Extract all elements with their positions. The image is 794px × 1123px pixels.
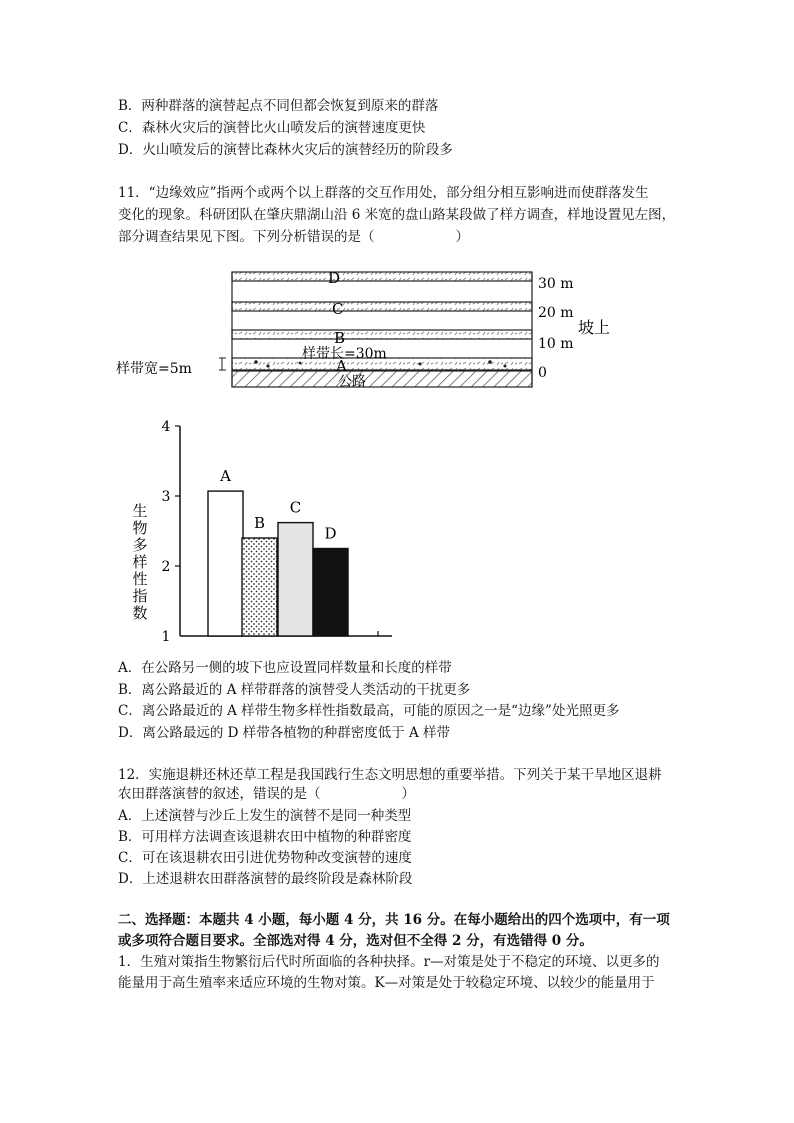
q12-stem-line2: 农田群落演替的叙述，错误的是（ ） — [118, 786, 415, 802]
y-tick-label: 3 — [161, 489, 171, 505]
q1-stem-line1: 1．生殖对策指生物繁衍后代时所面临的各种抉择。r—对策是处于不稳定的环境、以更多的 — [118, 954, 660, 970]
y-axis-title-char: 样 — [132, 553, 148, 571]
q10-option-c: C．森林火灾后的演替比火山喷发后的演替速度更快 — [118, 120, 426, 136]
section2-heading-line1: 二、选择题：本题共 4 小题，每小题 4 分，共 16 分。在每小题给出的四个选项中，有一项 — [118, 912, 670, 928]
bar-label-c: C — [289, 498, 302, 517]
biodiversity-bar-chart — [120, 410, 420, 650]
road — [232, 371, 532, 387]
q12-option-a: A．上述演替与沙丘上发生的演替不是同一种类型 — [118, 808, 412, 824]
bar-b — [242, 538, 277, 636]
strip-width-label: 样带宽=5m — [116, 361, 192, 377]
q11-option-b: B．离公路最近的 A 样带群落的演替受人类活动的干扰更多 — [118, 682, 471, 698]
y-axis-title-char: 生 — [132, 502, 148, 520]
height-label-10m: 10 m — [538, 336, 574, 352]
strip-d — [232, 272, 532, 281]
height-label-30m: 30 m — [538, 276, 574, 292]
bar-label-a: A — [220, 467, 231, 486]
q10-option-b: B．两种群落的演替起点不同但都会恢复到原来的群落 — [118, 98, 439, 114]
q11-stem-line2: 变化的现象。科研团队在肇庆鼎湖山沿 6 米宽的盘山路某段做了样方调查，样地设置见左图， — [118, 207, 676, 223]
q12-option-c: C．可在该退耕农田引进优势物种改变演替的速度 — [118, 850, 412, 866]
height-label-0: 0 — [538, 365, 547, 381]
bar-d — [313, 549, 348, 637]
road-label: 公路 — [338, 374, 366, 390]
strip-label-d: D — [328, 269, 341, 287]
q11-stem-line3: 部分调查结果见下图。下列分析错误的是（ ） — [118, 229, 469, 245]
slope-label: 坡上 — [578, 318, 611, 337]
strip-c — [232, 302, 532, 311]
bar-label-b: B — [253, 514, 266, 532]
y-axis-title-char: 指 — [132, 587, 148, 605]
y-tick-label: 4 — [161, 419, 171, 435]
y-tick-label: 1 — [161, 629, 171, 645]
y-axis-title-char: 物 — [132, 519, 148, 537]
height-label-20m: 20 m — [538, 305, 574, 321]
bar-label-d: D — [324, 524, 337, 543]
q1-stem-line2: 能量用于高生殖率来适应环境的生物对策。K—对策是处于较稳定环境、以较少的能量用于 — [118, 975, 655, 991]
q11-option-a: A．在公路另一侧的坡下也应设置同样数量和长度的样带 — [118, 660, 452, 676]
strip-label-c: C — [332, 300, 344, 318]
strip-label-b: B — [334, 329, 346, 347]
q12-stem-line1: 12．实施退耕还林还草工程是我国践行生态文明思想的重要举措。下列关于某干旱地区退耕 — [118, 767, 662, 783]
y-axis-title-char: 性 — [132, 570, 148, 588]
q10-option-d: D．火山喷发后的演替比森林火灾后的演替经历的阶段多 — [118, 142, 453, 158]
q11-stem-line1: 11．“边缘效应”指两个或两个以上群落的交互作用处，部分组分相互影响进而使群落发生 — [118, 185, 649, 201]
strip-length-label: 样带长=30m — [302, 346, 387, 362]
y-tick-label: 2 — [161, 559, 171, 575]
y-axis-title-char: 数 — [132, 604, 148, 622]
q11-option-d: D．离公路最远的 D 样带各植物的种群密度低于 A 样带 — [118, 725, 451, 741]
q11-option-c: C．离公路最近的 A 样带生物多样性指数最高，可能的原因之一是“边缘”处光照更多 — [118, 703, 620, 719]
strip-label-a: A — [336, 357, 347, 375]
strip-b — [232, 330, 532, 339]
plot-layout-diagram — [0, 258, 794, 398]
y-axis-title — [132, 502, 147, 622]
bar-a — [208, 491, 243, 636]
y-axis-title-char: 多 — [132, 536, 148, 554]
q12-option-b: B．可用样方法调查该退耕农田中植物的种群密度 — [118, 829, 412, 845]
section2-heading-line2: 或多项符合题目要求。全部选对得 4 分，选对但不全得 2 分，有选错得 0 分。 — [118, 933, 593, 949]
q12-option-d: D．上述退耕农田群落演替的最终阶段是森林阶段 — [118, 871, 413, 887]
bar-c — [278, 523, 313, 636]
